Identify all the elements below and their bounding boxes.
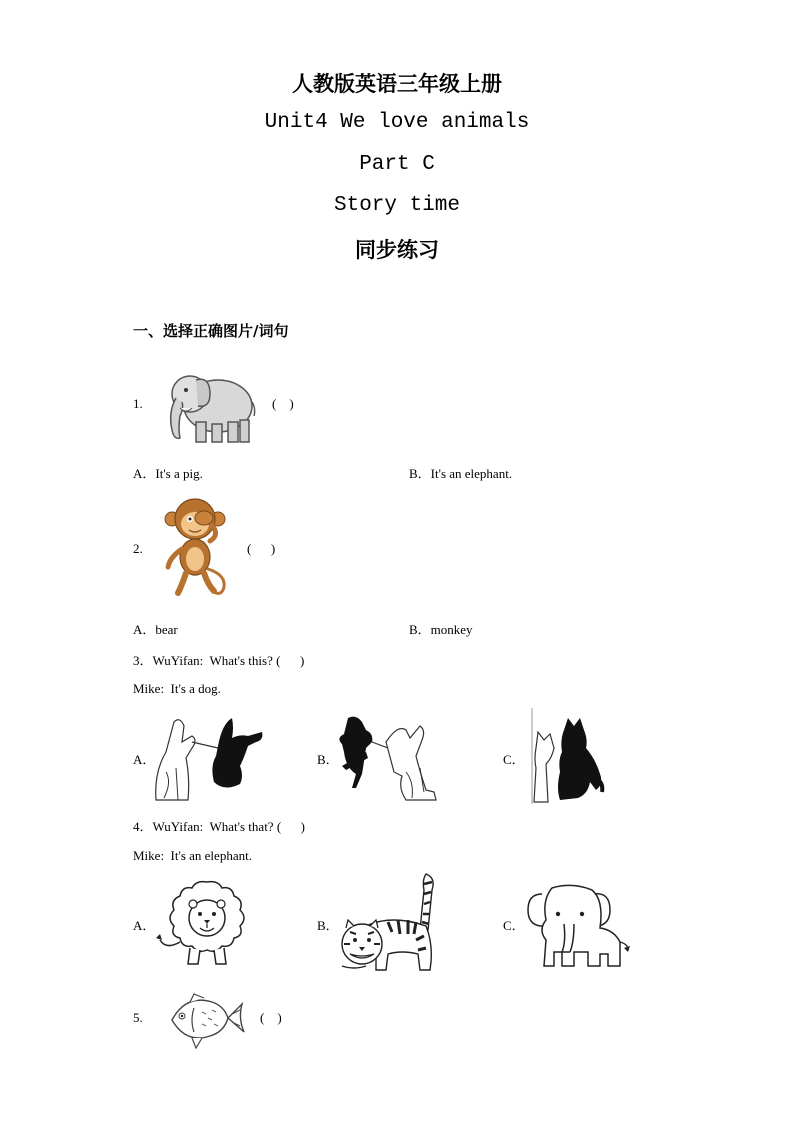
- monkey-icon: [160, 497, 236, 599]
- q4-question: 4．WuYifan: What's that? ( ): [133, 819, 305, 834]
- elephant-icon: [166, 368, 258, 446]
- tiger-icon[interactable]: [336, 870, 438, 976]
- q4-option-a[interactable]: A．: [133, 918, 156, 933]
- shadow-dog-icon[interactable]: [336, 712, 446, 802]
- title-cn: 人教版英语三年级上册: [292, 71, 502, 96]
- q4-option-b[interactable]: B．: [317, 918, 339, 933]
- shadow-cat-icon[interactable]: [530, 708, 606, 804]
- q1-number: 1.: [133, 396, 143, 411]
- q2-number: 2.: [133, 541, 143, 556]
- q5-number: 5.: [133, 1010, 143, 1025]
- section-heading: 一、选择正确图片/词句: [133, 322, 289, 340]
- q3-option-c[interactable]: C．: [503, 752, 525, 767]
- story-title: Story time: [333, 194, 461, 217]
- subtitle-cn: 同步练习: [355, 237, 439, 262]
- q3-answer-line: Mike: It's a dog.: [133, 681, 221, 696]
- q2-answer-blank[interactable]: ( ): [247, 541, 276, 556]
- q1-answer-blank[interactable]: ( ): [272, 396, 294, 411]
- fish-icon: [166, 988, 246, 1050]
- q3-question: 3．WuYifan: What's this? ( ): [133, 653, 305, 668]
- q3-option-b[interactable]: B．: [317, 752, 339, 767]
- q3-option-a[interactable]: A．: [133, 752, 156, 767]
- q5-answer-blank[interactable]: ( ): [260, 1010, 282, 1025]
- elephant-outline-icon[interactable]: [524, 880, 632, 970]
- part-title: Part C: [359, 153, 435, 176]
- lion-icon[interactable]: [152, 878, 252, 968]
- q1-option-b[interactable]: B．It's an elephant.: [409, 466, 513, 481]
- q2-option-b[interactable]: B．monkey: [409, 622, 473, 637]
- q1-option-a[interactable]: A．It's a pig.: [133, 466, 203, 481]
- q4-answer-line: Mike: It's an elephant.: [133, 848, 252, 863]
- unit-title: Unit4 We love animals: [264, 111, 530, 134]
- shadow-rabbit-icon[interactable]: [152, 712, 270, 802]
- q4-option-c[interactable]: C．: [503, 918, 525, 933]
- q2-option-a[interactable]: A．bear: [133, 622, 178, 637]
